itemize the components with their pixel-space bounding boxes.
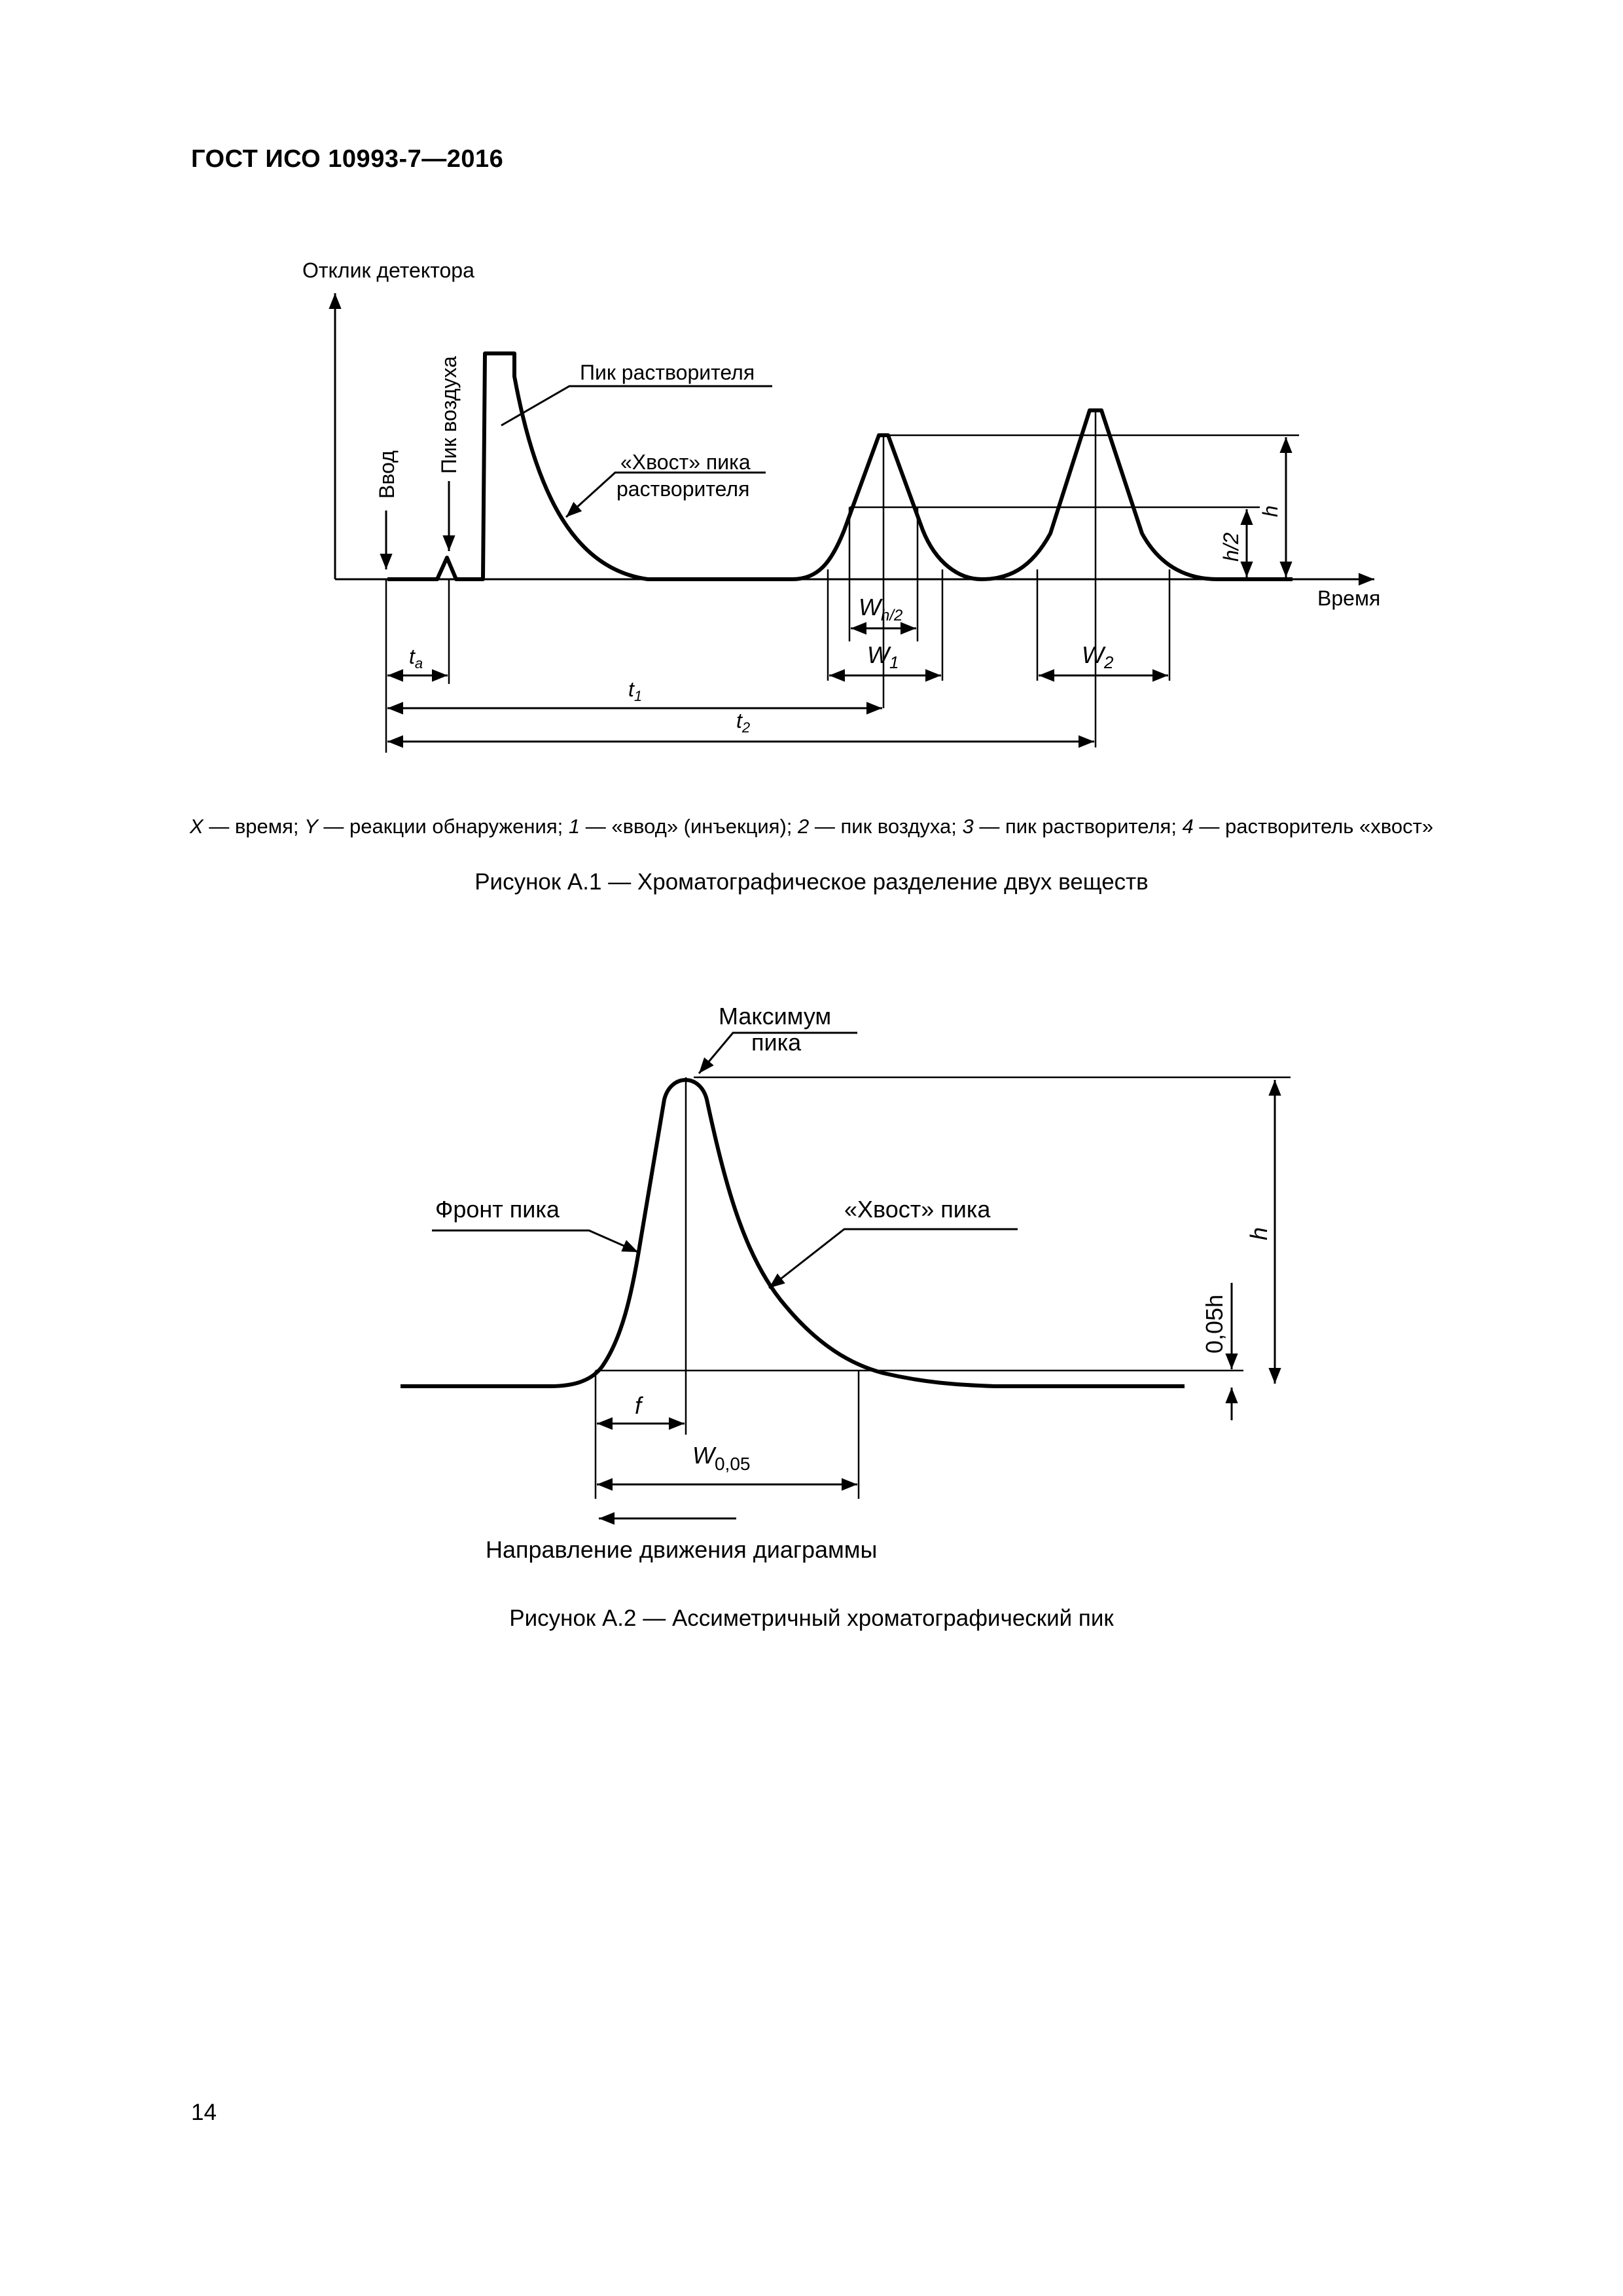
label-air-peak: Пик воздуха: [437, 356, 461, 474]
legend-t4: — растворитель «хвост»: [1193, 815, 1434, 838]
legend-y-symbol: Y: [304, 815, 318, 838]
chromatogram-trace: [387, 353, 1293, 579]
solvent-peak-leader: [501, 386, 772, 425]
legend-x-symbol: X: [189, 815, 204, 838]
legend-t1: — «ввод» (инъекция);: [580, 815, 798, 838]
label-solvent-peak: Пик растворителя: [580, 361, 755, 384]
figure-a1-caption: Рисунок А.1 — Хроматографическое разделение двух веществ: [474, 869, 1149, 895]
label-injection: Ввод: [375, 450, 399, 499]
legend-n3: 3: [962, 815, 974, 838]
figure-a2-caption: Рисунок А.2 — Ассиметричный хроматографический пик: [509, 1605, 1114, 1631]
label-direction: Направление движения диаграммы: [486, 1536, 878, 1563]
y-axis-label: Отклик детектора: [302, 259, 474, 282]
label-tail-line2: растворителя: [616, 477, 750, 501]
label-max-line1: Максимум: [719, 1003, 832, 1030]
label-front: Фронт пика: [435, 1196, 560, 1223]
document-header: ГОСТ ИСО 10993-7—2016: [191, 145, 504, 173]
label-h-half: h/2: [1219, 532, 1243, 562]
label-w2: $W_2$: [1082, 641, 1114, 672]
label-t1: $t_1$: [628, 677, 643, 704]
page-number: 14: [191, 2100, 217, 2125]
front-leader: [432, 1230, 638, 1252]
figure-a1-legend: [0, 815, 1623, 838]
peak-trace: [401, 1080, 1185, 1386]
legend-t2: — пик воздуха;: [809, 815, 963, 838]
figure-a2-asymmetric-peak: [0, 982, 1623, 1597]
legend-n4: 4: [1182, 815, 1194, 838]
label-w-half: $W_{h/2}$: [859, 594, 903, 624]
label-w005: $W_{0,05}$: [692, 1442, 751, 1474]
label-t2: $t_2$: [736, 709, 751, 736]
x-axis-label: Время: [1317, 586, 1381, 610]
legend-n2: 2: [798, 815, 810, 838]
label-max-line2: пика: [751, 1029, 802, 1056]
label-ta: $t_a$: [409, 645, 423, 672]
label-tail-2: «Хвост» пика: [844, 1196, 991, 1223]
label-w1: $W_1$: [867, 641, 899, 672]
label-h: h: [1258, 505, 1282, 517]
label-h-2: h: [1245, 1227, 1272, 1240]
legend-n1: 1: [568, 815, 580, 838]
label-tail-line1: «Хвост» пика: [620, 450, 751, 474]
legend-y-text: — реакции обнаружения;: [317, 815, 569, 838]
label-005h: 0,05h: [1201, 1294, 1228, 1354]
label-f: f: [635, 1392, 642, 1419]
figure-a1-chromatogram: [0, 242, 1623, 766]
legend-x-text: — время;: [203, 815, 305, 838]
legend-t3: — пик растворителя;: [973, 815, 1183, 838]
tail-leader-2: [769, 1229, 1018, 1288]
